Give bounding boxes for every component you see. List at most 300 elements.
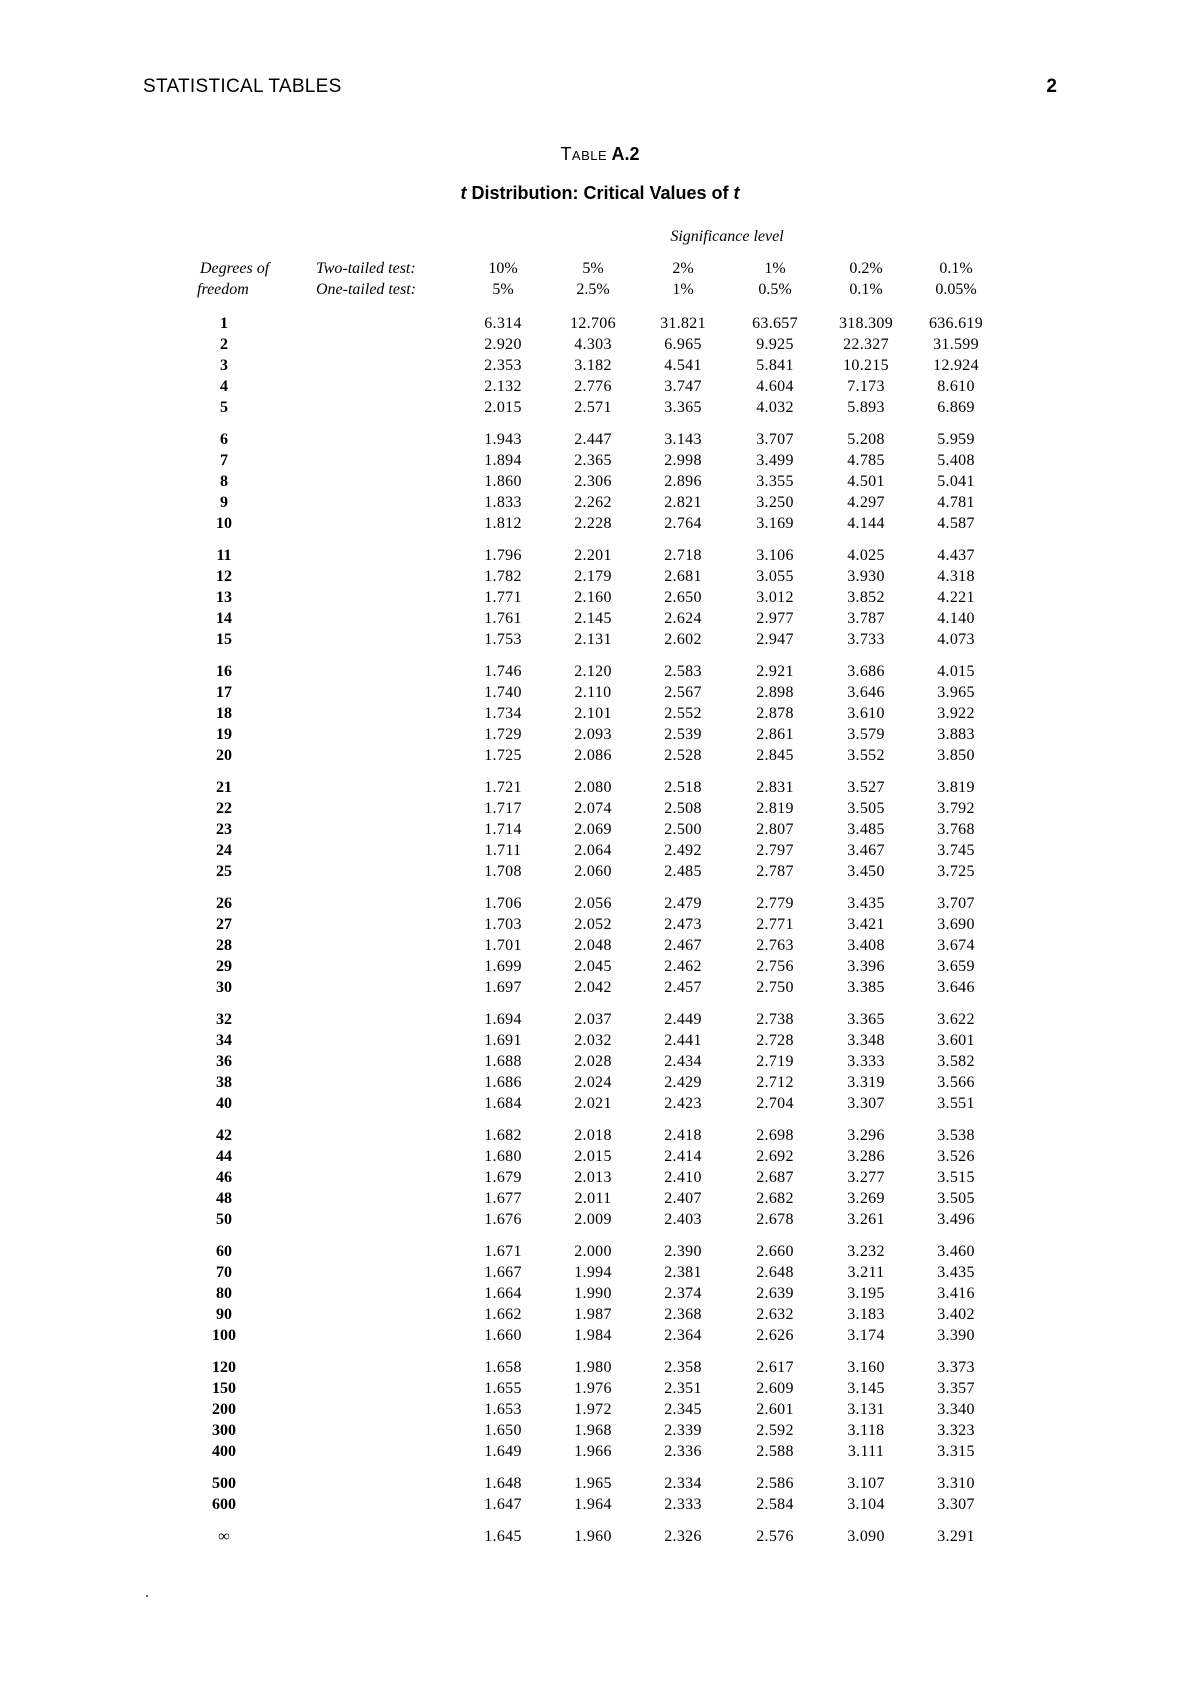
critical-value-cell: 2.351 [664,1380,702,1397]
degrees-of-freedom-cell: 200 [212,1401,236,1418]
critical-value-cell: 1.972 [574,1401,612,1418]
critical-value-cell: 2.660 [756,1243,794,1260]
degrees-of-freedom-cell: 25 [216,863,232,880]
critical-value-cell: 1.833 [484,494,522,511]
critical-value-cell: 1.691 [484,1032,522,1049]
critical-value-cell: 3.355 [756,473,794,490]
degrees-of-freedom-cell: 60 [216,1243,232,1260]
degrees-of-freedom-cell: 29 [216,958,232,975]
degrees-of-freedom-cell: 34 [216,1032,232,1049]
table-row [0,1420,1200,1441]
critical-value-cell: 4.437 [937,547,975,564]
critical-value-cell: 3.460 [937,1243,975,1260]
table-row [0,1399,1200,1420]
critical-value-cell: 3.160 [847,1359,885,1376]
table-row [0,661,1200,682]
table-row [0,977,1200,998]
table-row [0,1009,1200,1030]
critical-value-cell: 2.947 [756,631,794,648]
critical-value-cell: 3.499 [756,452,794,469]
degrees-of-freedom-cell: 90 [216,1306,232,1323]
degrees-of-freedom-cell: 1 [220,315,228,332]
critical-value-cell: 3.733 [847,631,885,648]
critical-value-cell: 1.679 [484,1169,522,1186]
critical-value-cell: 2.418 [664,1127,702,1144]
critical-value-cell: 2.120 [574,663,612,680]
degrees-of-freedom-cell: 14 [216,610,232,627]
critical-value-cell: 3.930 [847,568,885,585]
critical-value-cell: 1.894 [484,452,522,469]
critical-value-cell: 2.624 [664,610,702,627]
critical-value-cell: 4.297 [847,494,885,511]
critical-value-cell: 3.402 [937,1306,975,1323]
critical-value-cell: 2.718 [664,547,702,564]
table-row [0,1357,1200,1378]
critical-value-cell: 2.845 [756,747,794,764]
critical-value-cell: 5.893 [847,399,885,416]
critical-value-cell: 3.340 [937,1401,975,1418]
degrees-of-freedom-cell: 36 [216,1053,232,1070]
critical-value-cell: 10.215 [843,357,889,374]
critical-value-cell: 2.583 [664,663,702,680]
critical-value-cell: 3.450 [847,863,885,880]
critical-value-cell: 2.467 [664,937,702,954]
critical-value-cell: 2.365 [574,452,612,469]
degrees-of-freedom-cell: 23 [216,821,232,838]
critical-value-cell: 2.179 [574,568,612,585]
critical-value-cell: 318.309 [838,315,894,332]
table-row [0,1283,1200,1304]
critical-value-cell: 1.662 [484,1306,522,1323]
row-group [0,1526,1200,1547]
table-row [0,608,1200,629]
critical-value-cell: 2.052 [574,916,612,933]
critical-value-cell: 3.357 [937,1380,975,1397]
degrees-of-freedom-cell: 6 [220,431,228,448]
table-row [0,1072,1200,1093]
critical-value-cell: 1.682 [484,1127,522,1144]
table-row [0,745,1200,766]
critical-value-cell: 3.965 [937,684,975,701]
degrees-of-freedom-cell: 500 [212,1475,236,1492]
critical-value-cell: 2.704 [756,1095,794,1112]
critical-value-cell: 1.714 [484,821,522,838]
critical-value-cell: 1.721 [484,779,522,796]
critical-value-cell: 2.797 [756,842,794,859]
critical-value-cell: 3.579 [847,726,885,743]
critical-value-cell: 3.883 [937,726,975,743]
critical-value-cell: 2.626 [756,1327,794,1344]
critical-value-cell: 2.571 [574,399,612,416]
critical-value-cell: 3.646 [937,979,975,996]
critical-value-cell: 1.676 [484,1211,522,1228]
table-row [0,893,1200,914]
table-row [0,587,1200,608]
critical-value-cell: 3.118 [847,1422,885,1439]
critical-value-cell: 2.306 [574,473,612,490]
critical-value-cell: 3.307 [937,1496,975,1513]
critical-value-cell: 2.449 [664,1011,702,1028]
critical-value-cell: 3.106 [756,547,794,564]
critical-value-cell: 3.552 [847,747,885,764]
critical-value-cell: 1.984 [574,1327,612,1344]
critical-value-cell: 3.333 [847,1053,885,1070]
critical-value-cell: 2.345 [664,1401,702,1418]
critical-value-cell: 4.025 [847,547,885,564]
degrees-of-freedom-cell: 4 [220,378,228,395]
critical-value-cell: 4.604 [756,378,794,395]
critical-value-cell: 3.310 [937,1475,975,1492]
critical-value-cell: 2.639 [756,1285,794,1302]
critical-value-cell: 4.140 [937,610,975,627]
table-row [0,703,1200,724]
critical-value-cell: 2.333 [664,1496,702,1513]
table-row [0,429,1200,450]
df-header-line1: Degrees of [200,260,270,277]
row-group [0,893,1200,998]
critical-value-cell: 1.686 [484,1074,522,1091]
critical-value-cell: 2.764 [664,515,702,532]
critical-value-cell: 3.174 [847,1327,885,1344]
critical-value-cell: 4.015 [937,663,975,680]
critical-value-cell: 3.261 [847,1211,885,1228]
critical-value-cell: 2.861 [756,726,794,743]
critical-value-cell: 2.998 [664,452,702,469]
critical-value-cell: 3.421 [847,916,885,933]
critical-value-cell: 5.959 [937,431,975,448]
table-title-mid: Distribution: Critical Values of [466,183,734,203]
critical-value-cell: 2.586 [756,1475,794,1492]
critical-value-cell: 4.501 [847,473,885,490]
table-label-word: Table [560,144,608,164]
critical-value-cell: 8.610 [937,378,975,395]
critical-value-cell: 1.671 [484,1243,522,1260]
table-row [0,935,1200,956]
critical-value-cell: 3.505 [847,800,885,817]
critical-value-cell: 2.407 [664,1190,702,1207]
critical-value-cell: 3.323 [937,1422,975,1439]
degrees-of-freedom-cell: 5 [220,399,228,416]
critical-value-cell: 2.364 [664,1327,702,1344]
critical-value-cell: 2.698 [756,1127,794,1144]
critical-value-cell: 3.373 [937,1359,975,1376]
critical-value-cell: 2.011 [574,1190,612,1207]
degrees-of-freedom-cell: 27 [216,916,232,933]
table-row [0,798,1200,819]
critical-value-cell: 2.024 [574,1074,612,1091]
critical-value-cell: 2.473 [664,916,702,933]
critical-value-cell: 2.048 [574,937,612,954]
critical-value-cell: 2.390 [664,1243,702,1260]
critical-value-cell: 3.819 [937,779,975,796]
critical-value-cell: 4.303 [574,336,612,353]
critical-value-cell: 3.416 [937,1285,975,1302]
critical-value-cell: 2.339 [664,1422,702,1439]
critical-value-cell: 2.692 [756,1148,794,1165]
critical-value-cell: 3.012 [756,589,794,606]
table-row [0,1146,1200,1167]
critical-value-cell: 1.796 [484,547,522,564]
critical-value-cell: 2.042 [574,979,612,996]
table-row [0,1325,1200,1346]
one-tailed-level-header: 5% [492,281,514,298]
critical-value-cell: 3.496 [937,1211,975,1228]
critical-value-cell: 2.334 [664,1475,702,1492]
critical-value-cell: 3.055 [756,568,794,585]
critical-value-cell: 3.107 [847,1475,885,1492]
table-row [0,956,1200,977]
critical-value-cell: 3.104 [847,1496,885,1513]
critical-value-cell: 3.348 [847,1032,885,1049]
table-row [0,819,1200,840]
critical-value-cell: 1.655 [484,1380,522,1397]
critical-value-cell: 2.776 [574,378,612,395]
table-row [0,1125,1200,1146]
table-label-number: A.2 [611,144,640,164]
critical-value-cell: 1.761 [484,610,522,627]
critical-value-cell: 2.045 [574,958,612,975]
one-tailed-level-header: 0.1% [849,281,883,298]
degrees-of-freedom-cell: 50 [216,1211,232,1228]
critical-value-cell: 1.976 [574,1380,612,1397]
table-row [0,1494,1200,1515]
critical-value-cell: 1.694 [484,1011,522,1028]
degrees-of-freedom-cell: 16 [216,663,232,680]
row-group [0,1357,1200,1462]
row-group [0,661,1200,766]
critical-value-cell: 3.747 [664,378,702,395]
critical-value-cell: 3.505 [937,1190,975,1207]
table-row [0,1473,1200,1494]
critical-value-cell: 3.090 [847,1528,885,1545]
critical-value-cell: 2.567 [664,684,702,701]
critical-value-cell: 2.500 [664,821,702,838]
table-title [0,183,1200,204]
critical-value-cell: 3.385 [847,979,885,996]
table-row [0,1188,1200,1209]
critical-value-cell: 2.617 [756,1359,794,1376]
critical-value-cell: 3.707 [756,431,794,448]
critical-value-cell: 5.841 [756,357,794,374]
critical-value-cell: 2.584 [756,1496,794,1513]
critical-value-cell: 2.682 [756,1190,794,1207]
degrees-of-freedom-cell: 7 [220,452,228,469]
critical-value-cell: 3.690 [937,916,975,933]
critical-value-cell: 1.703 [484,916,522,933]
degrees-of-freedom-cell: 12 [216,568,232,585]
critical-value-cell: 2.064 [574,842,612,859]
critical-value-cell: 2.056 [574,895,612,912]
table-row [0,1262,1200,1283]
critical-value-cell: 3.396 [847,958,885,975]
critical-value-cell: 3.787 [847,610,885,627]
two-tailed-level-header: 1% [764,260,786,277]
critical-value-cell: 2.015 [484,399,522,416]
critical-value-cell: 31.599 [933,336,979,353]
table-row [0,1378,1200,1399]
critical-value-cell: 3.527 [847,779,885,796]
degrees-of-freedom-cell: 17 [216,684,232,701]
critical-value-cell: 3.922 [937,705,975,722]
critical-value-cell: 2.787 [756,863,794,880]
critical-value-cell: 1.746 [484,663,522,680]
critical-value-cell: 1.753 [484,631,522,648]
critical-value-cell: 2.374 [664,1285,702,1302]
critical-value-cell: 1.667 [484,1264,522,1281]
critical-value-cell: 4.541 [664,357,702,374]
critical-value-cell: 1.943 [484,431,522,448]
critical-value-cell: 2.037 [574,1011,612,1028]
two-tailed-level-header: 2% [672,260,694,277]
critical-value-cell: 1.782 [484,568,522,585]
critical-value-cell: 1.706 [484,895,522,912]
two-tailed-level-header: 0.2% [849,260,883,277]
critical-value-cell: 3.315 [937,1443,975,1460]
critical-value-cell: 2.228 [574,515,612,532]
critical-value-cell: 2.015 [574,1148,612,1165]
critical-value-cell: 2.110 [574,684,612,701]
table-row [0,545,1200,566]
critical-value-cell: 2.101 [574,705,612,722]
two-tailed-level-header: 10% [488,260,518,277]
critical-value-cell: 2.028 [574,1053,612,1070]
critical-value-cell: 3.792 [937,800,975,817]
table-row [0,1051,1200,1072]
degrees-of-freedom-cell: 70 [216,1264,232,1281]
two-tailed-label: Two-tailed test: [316,260,416,277]
degrees-of-freedom-cell: 100 [212,1327,236,1344]
critical-value-cell: 1.708 [484,863,522,880]
critical-value-cell: 2.687 [756,1169,794,1186]
critical-value-cell: 2.650 [664,589,702,606]
critical-value-cell: 3.211 [847,1264,885,1281]
critical-value-cell: 2.601 [756,1401,794,1418]
critical-value-cell: 3.232 [847,1243,885,1260]
table-row [0,513,1200,534]
critical-value-cell: 4.781 [937,494,975,511]
critical-value-cell: 2.779 [756,895,794,912]
critical-value-cell: 3.183 [847,1306,885,1323]
critical-value-cell: 1.964 [574,1496,612,1513]
stray-mark [146,1595,148,1597]
critical-value-cell: 2.131 [574,631,612,648]
critical-value-cell: 3.182 [574,357,612,374]
critical-value-cell: 3.291 [937,1528,975,1545]
critical-value-cell: 3.538 [937,1127,975,1144]
critical-value-cell: 2.728 [756,1032,794,1049]
critical-value-cell: 6.314 [484,315,522,332]
critical-value-cell: 3.277 [847,1169,885,1186]
critical-value-cell: 3.169 [756,515,794,532]
critical-value-cell: 1.697 [484,979,522,996]
table-row [0,492,1200,513]
critical-value-cell: 1.648 [484,1475,522,1492]
table-row [0,777,1200,798]
critical-value-cell: 2.160 [574,589,612,606]
critical-value-cell: 2.080 [574,779,612,796]
table-title-var1: t [460,183,467,203]
table-row [0,355,1200,376]
critical-value-cell: 1.734 [484,705,522,722]
degrees-of-freedom-cell: 24 [216,842,232,859]
critical-value-cell: 3.707 [937,895,975,912]
critical-value-cell: 9.925 [756,336,794,353]
critical-value-cell: 2.763 [756,937,794,954]
critical-value-cell: 3.515 [937,1169,975,1186]
critical-value-cell: 2.358 [664,1359,702,1376]
critical-value-cell: 1.987 [574,1306,612,1323]
critical-value-cell: 5.208 [847,431,885,448]
critical-value-cell: 3.435 [847,895,885,912]
critical-value-cell: 12.924 [933,357,979,374]
running-head: STATISTICAL TABLES [143,76,342,97]
critical-value-cell: 2.921 [756,663,794,680]
critical-value-cell: 2.479 [664,895,702,912]
degrees-of-freedom-cell: 42 [216,1127,232,1144]
critical-value-cell: 2.441 [664,1032,702,1049]
critical-value-cell: 1.645 [484,1528,522,1545]
critical-value-cell: 3.145 [847,1380,885,1397]
critical-value-cell: 2.719 [756,1053,794,1070]
critical-value-cell: 2.771 [756,916,794,933]
critical-value-cell: 3.195 [847,1285,885,1302]
critical-value-cell: 2.000 [574,1243,612,1260]
critical-value-cell: 1.729 [484,726,522,743]
degrees-of-freedom-cell: 11 [216,547,232,564]
degrees-of-freedom-cell: 40 [216,1095,232,1112]
critical-value-cell: 3.111 [847,1443,885,1460]
critical-value-cell: 2.821 [664,494,702,511]
critical-value-cell: 3.390 [937,1327,975,1344]
critical-value-cell: 3.566 [937,1074,975,1091]
degrees-of-freedom-cell: 20 [216,747,232,764]
critical-value-cell: 1.664 [484,1285,522,1302]
critical-value-cell: 2.368 [664,1306,702,1323]
critical-value-cell: 1.965 [574,1475,612,1492]
critical-value-cell: 31.821 [660,315,706,332]
critical-value-cell: 2.009 [574,1211,612,1228]
one-tailed-level-header: 0.05% [935,281,977,298]
row-group [0,1125,1200,1230]
critical-value-cell: 2.381 [664,1264,702,1281]
critical-values-table [0,313,1200,1558]
table-label [0,144,1200,165]
table-row [0,1241,1200,1262]
critical-value-cell: 2.576 [756,1528,794,1545]
critical-value-cell: 7.173 [847,378,885,395]
critical-value-cell: 2.429 [664,1074,702,1091]
critical-value-cell: 6.869 [937,399,975,416]
critical-value-cell: 2.060 [574,863,612,880]
critical-value-cell: 2.807 [756,821,794,838]
critical-value-cell: 5.408 [937,452,975,469]
critical-value-cell: 2.738 [756,1011,794,1028]
table-row [0,334,1200,355]
critical-value-cell: 2.457 [664,979,702,996]
critical-value-cell: 2.539 [664,726,702,743]
one-tailed-level-header: 0.5% [758,281,792,298]
table-row [0,1304,1200,1325]
critical-value-cell: 3.485 [847,821,885,838]
critical-value-cell: 636.619 [928,315,984,332]
critical-value-cell: 2.485 [664,863,702,880]
degrees-of-freedom-cell: 120 [212,1359,236,1376]
table-row [0,376,1200,397]
degrees-of-freedom-cell: 9 [220,494,228,511]
critical-value-cell: 63.657 [752,315,798,332]
one-tailed-label: One-tailed test: [316,281,416,298]
critical-value-cell: 3.768 [937,821,975,838]
